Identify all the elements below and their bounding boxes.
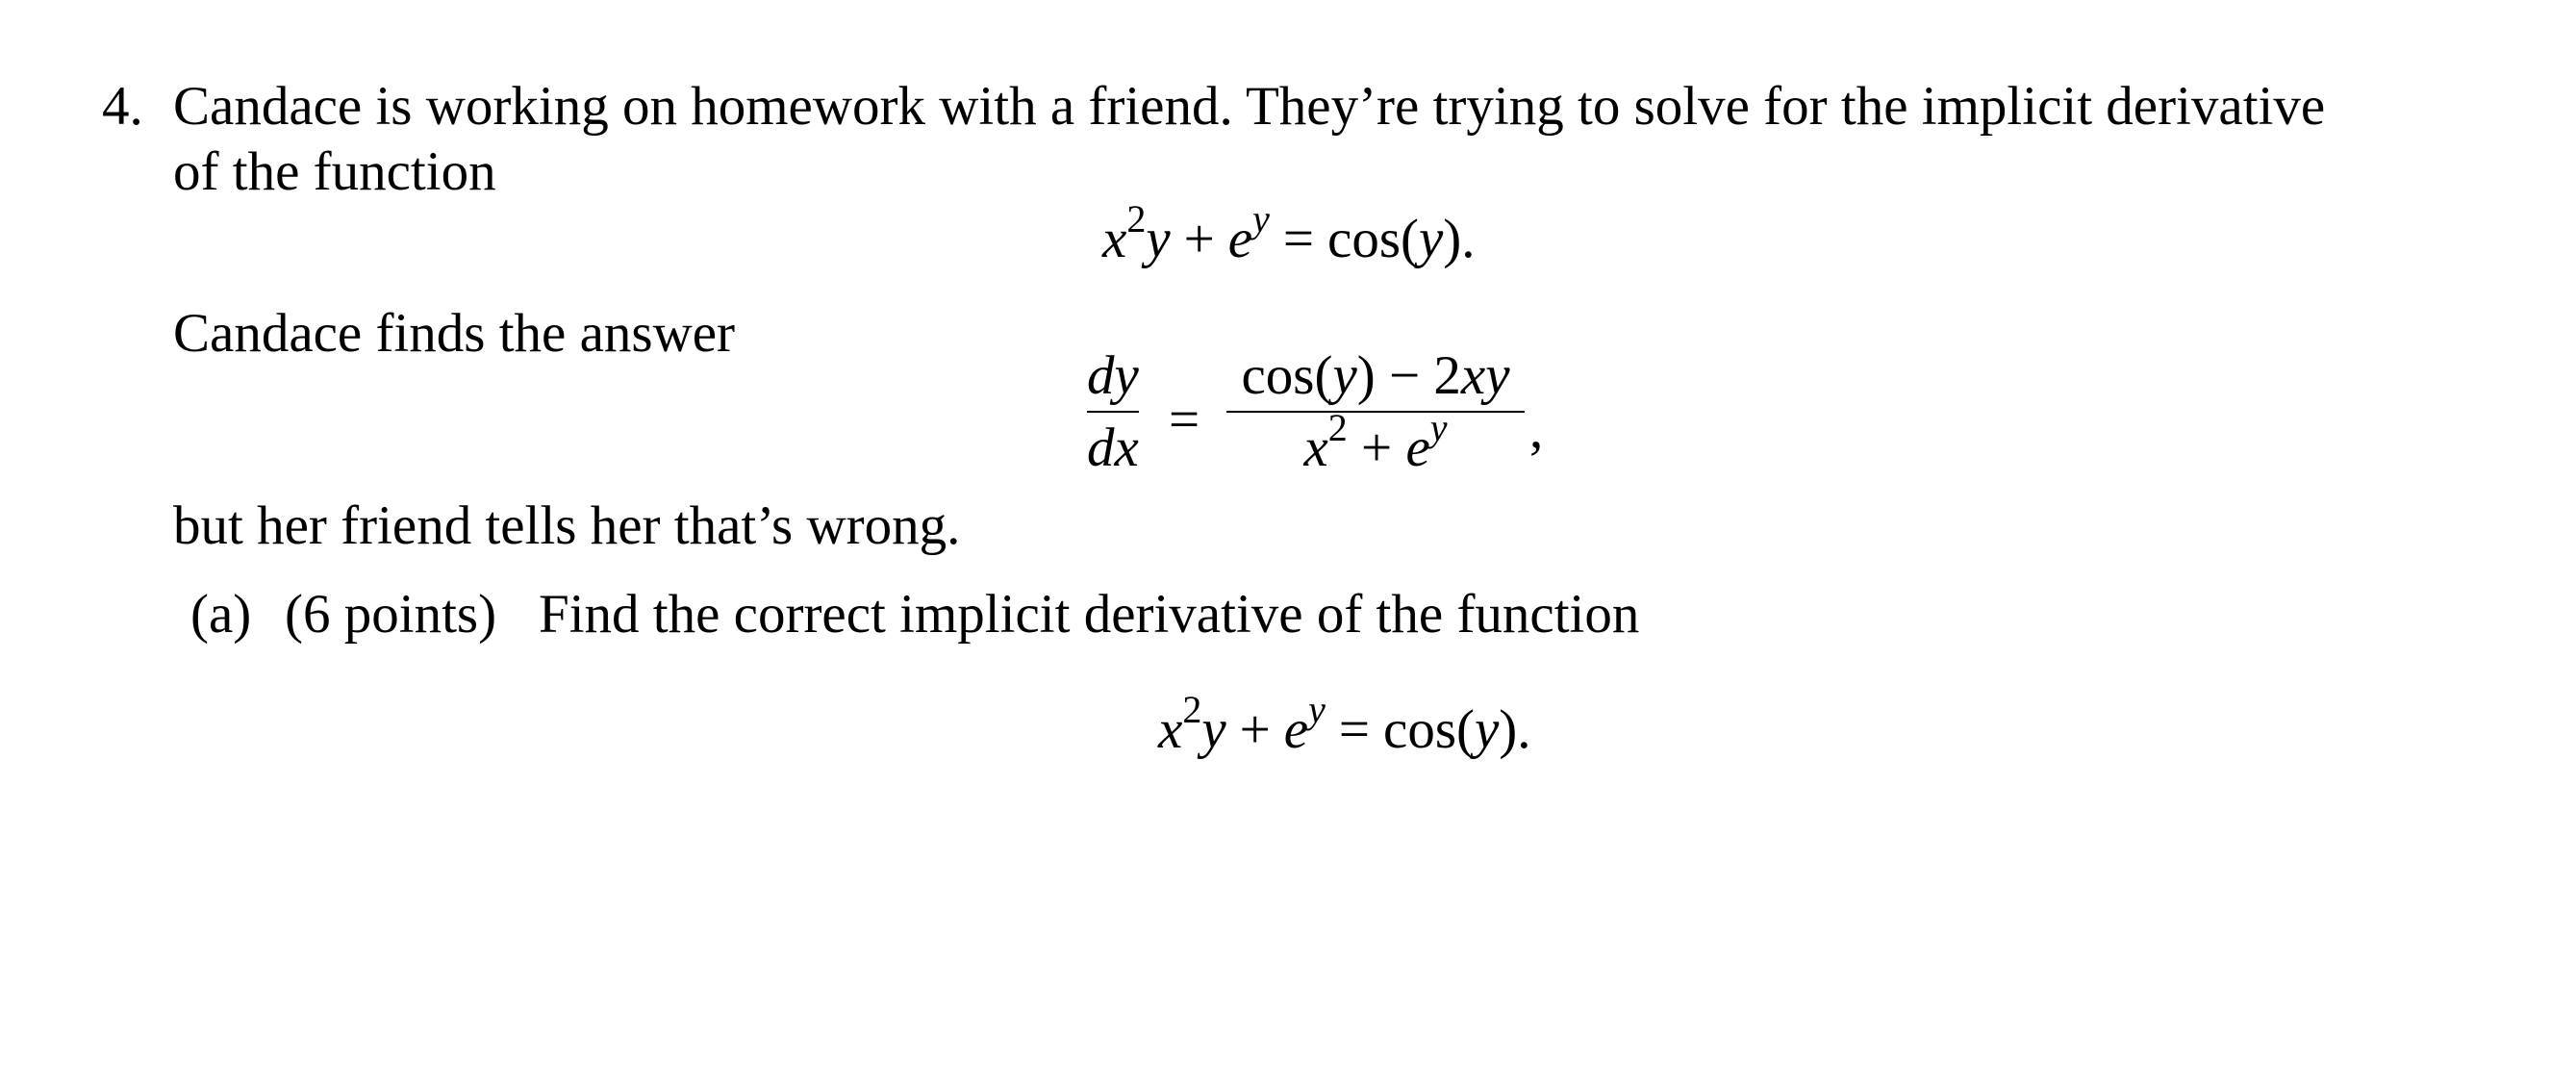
- friend-says-wrong-text: but her friend tells her that’s wrong.: [173, 495, 961, 556]
- rhs-numerator: [1226, 345, 1525, 406]
- equation-function-2: [1158, 688, 1531, 760]
- part-a-points: (6 points): [285, 584, 497, 645]
- rhs-den-x-exponent: 2: [1327, 406, 1348, 449]
- derivative-equals: =: [1169, 390, 1200, 450]
- lhs-denominator: dx: [1087, 418, 1139, 478]
- problem-number: 4.: [102, 76, 143, 137]
- eq1-x-exponent: 2: [1126, 197, 1147, 241]
- eq2-x: x: [1158, 699, 1183, 760]
- rhs-den-x: x: [1303, 418, 1328, 478]
- eq1-e-exponent: y: [1252, 197, 1270, 241]
- problem-intro-line1: Candace is working on homework with a friend. They’re trying to solve for the implicit derivative: [173, 76, 2326, 137]
- rhs-num-minus: ) − 2: [1356, 345, 1461, 406]
- eq2-plus: +: [1239, 699, 1271, 760]
- rhs-num-cos: cos(: [1241, 345, 1333, 406]
- eq2-x-exponent: 2: [1182, 688, 1202, 731]
- rhs-num-var: y: [1332, 345, 1357, 406]
- lhs-numerator: dy: [1087, 345, 1139, 406]
- eq2-equals: =: [1338, 699, 1371, 760]
- rhs-num-xy: xy: [1460, 345, 1510, 406]
- rhs-den-e: e: [1405, 418, 1430, 478]
- eq2-close: ).: [1499, 699, 1531, 760]
- eq2-cos: cos(: [1383, 699, 1475, 760]
- eq2-e-exponent: y: [1308, 688, 1326, 731]
- eq1-e: e: [1227, 209, 1253, 269]
- eq1-x: x: [1102, 209, 1127, 269]
- rhs-den-plus: +: [1347, 418, 1406, 478]
- eq1-y: y: [1146, 209, 1171, 269]
- eq2-cos-var: y: [1474, 699, 1500, 760]
- lhs-fraction-bar: [1087, 411, 1139, 413]
- rhs-fraction-bar: [1226, 411, 1525, 413]
- eq1-cos-var: y: [1418, 209, 1444, 269]
- eq2-y: y: [1201, 699, 1226, 760]
- equation-function-1: [1102, 197, 1476, 269]
- part-a-label: (a): [190, 584, 252, 645]
- rhs-den-e-exponent: y: [1429, 406, 1448, 449]
- candace-answer-text: Candace finds the answer: [173, 303, 736, 364]
- eq2-e: e: [1283, 699, 1309, 760]
- rhs-denominator: [1226, 406, 1525, 478]
- derivative-lhs-fraction: [1087, 345, 1139, 478]
- part-a-text: Find the correct implicit derivative of the function: [539, 584, 1640, 645]
- derivative-rhs-fraction: [1226, 345, 1525, 478]
- eq1-close: ).: [1443, 209, 1476, 269]
- eq1-plus: +: [1183, 209, 1215, 269]
- derivative-comma: ,: [1529, 399, 1544, 460]
- problem-intro-line2: of the function: [173, 141, 496, 202]
- eq1-equals: =: [1282, 209, 1315, 269]
- eq1-cos: cos(: [1327, 209, 1419, 269]
